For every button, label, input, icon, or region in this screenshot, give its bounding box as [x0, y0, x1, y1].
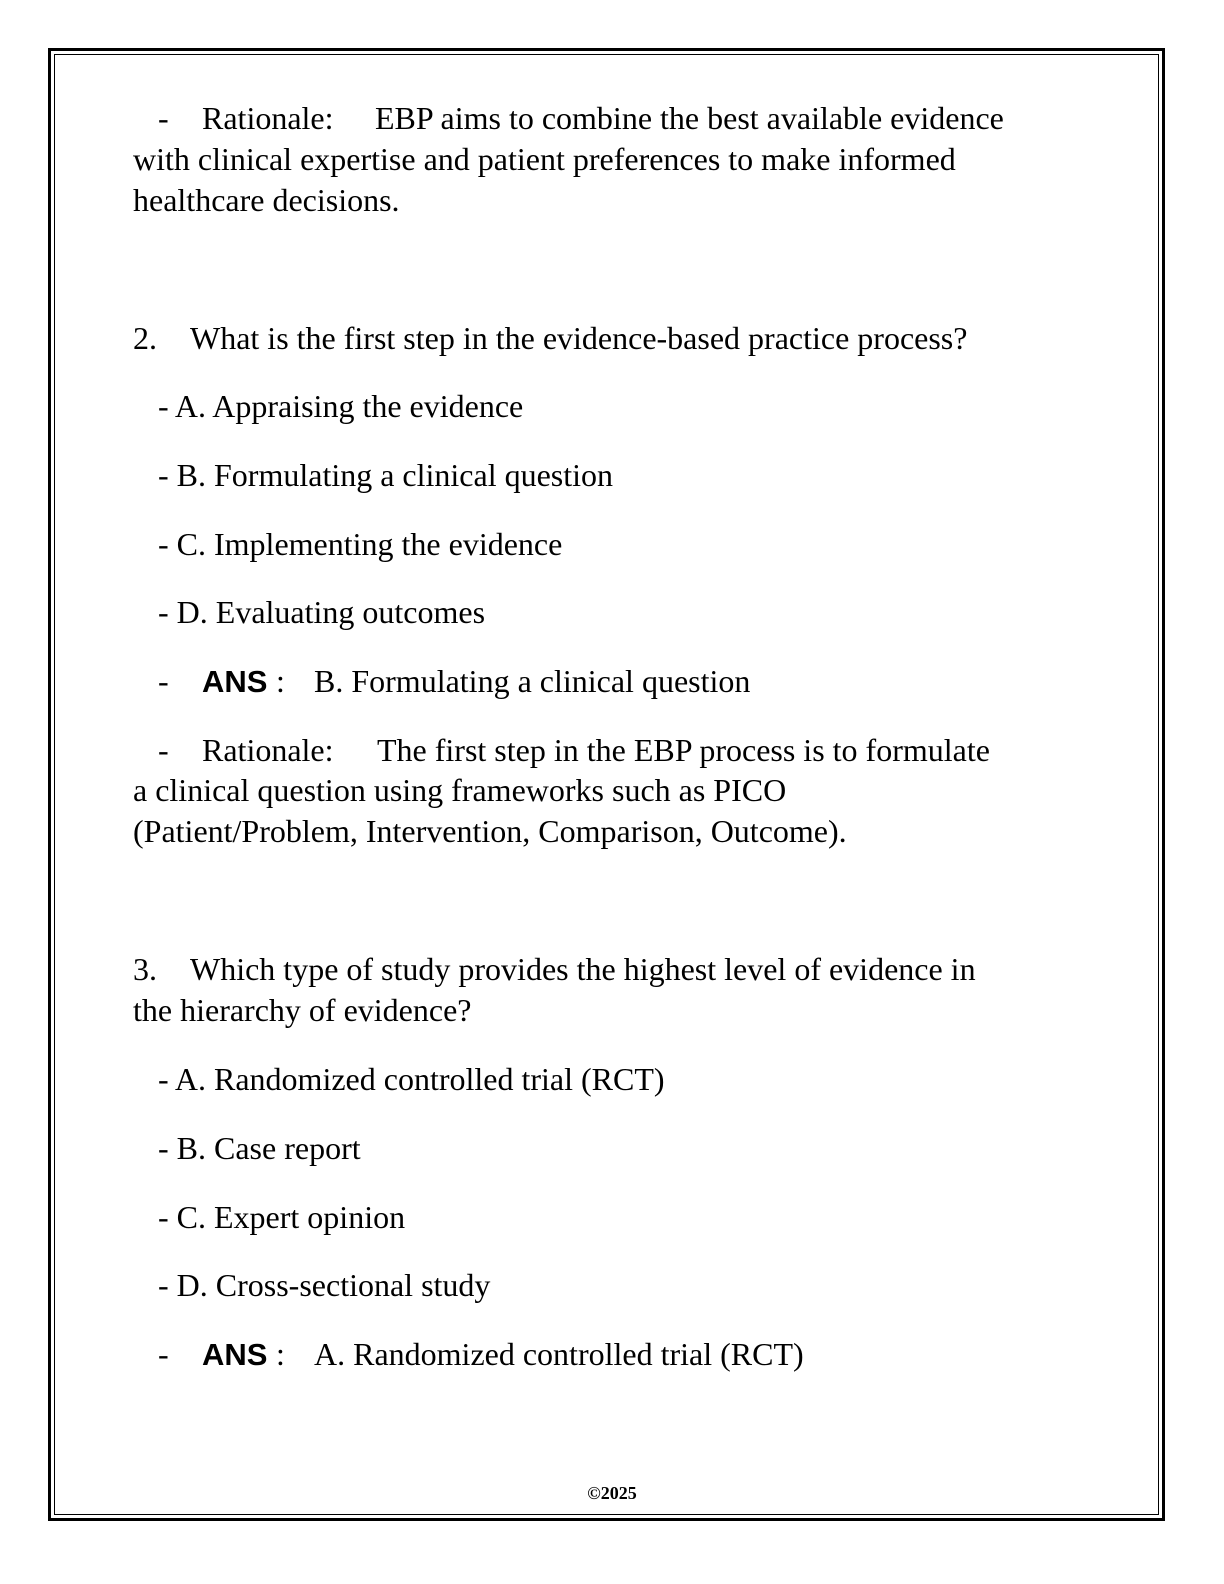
rationale-label: Rationale:	[202, 100, 334, 136]
option-a: - A. Appraising the evidence	[158, 388, 524, 424]
option-d: - D. Evaluating outcomes	[158, 594, 486, 630]
question-text: What is the first step in the evidence-based practice process?	[190, 320, 968, 356]
rationale-text: healthcare decisions.	[133, 182, 400, 218]
rationale-text: with clinical expertise and patient preferences to make informed	[133, 141, 956, 177]
answer-colon: :	[276, 663, 285, 699]
rationale-text: (Patient/Problem, Intervention, Comparison, Outcome).	[133, 813, 847, 849]
answer-colon: :	[276, 1336, 285, 1372]
option-d: - D. Cross-sectional study	[158, 1267, 491, 1303]
answer-label: ANS	[202, 664, 268, 699]
option-b: - B. Formulating a clinical question	[158, 457, 614, 493]
question-number: 3.	[133, 951, 157, 987]
rationale-dash: -	[158, 100, 169, 136]
question-text: the hierarchy of evidence?	[133, 992, 472, 1028]
rationale-label: Rationale:	[202, 732, 334, 768]
option-c: - C. Implementing the evidence	[158, 526, 563, 562]
rationale-text: The first step in the EBP process is to formulate	[377, 732, 990, 768]
answer-text: A. Randomized controlled trial (RCT)	[314, 1336, 804, 1372]
question-number: 2.	[133, 320, 157, 356]
answer-text: B. Formulating a clinical question	[314, 663, 751, 699]
answer-dash: -	[158, 663, 169, 699]
rationale-dash: -	[158, 732, 169, 768]
question-text: Which type of study provides the highest level of evidence in	[190, 951, 976, 987]
copyright-footer: ©2025	[587, 1483, 637, 1503]
option-c: - C. Expert opinion	[158, 1199, 406, 1235]
option-b: - B. Case report	[158, 1130, 361, 1166]
option-a: - A. Randomized controlled trial (RCT)	[158, 1061, 665, 1097]
rationale-text: EBP aims to combine the best available evidence	[375, 100, 1004, 136]
answer-label: ANS	[202, 1337, 268, 1372]
rationale-text: a clinical question using frameworks such as PICO	[133, 772, 787, 808]
answer-dash: -	[158, 1336, 169, 1372]
